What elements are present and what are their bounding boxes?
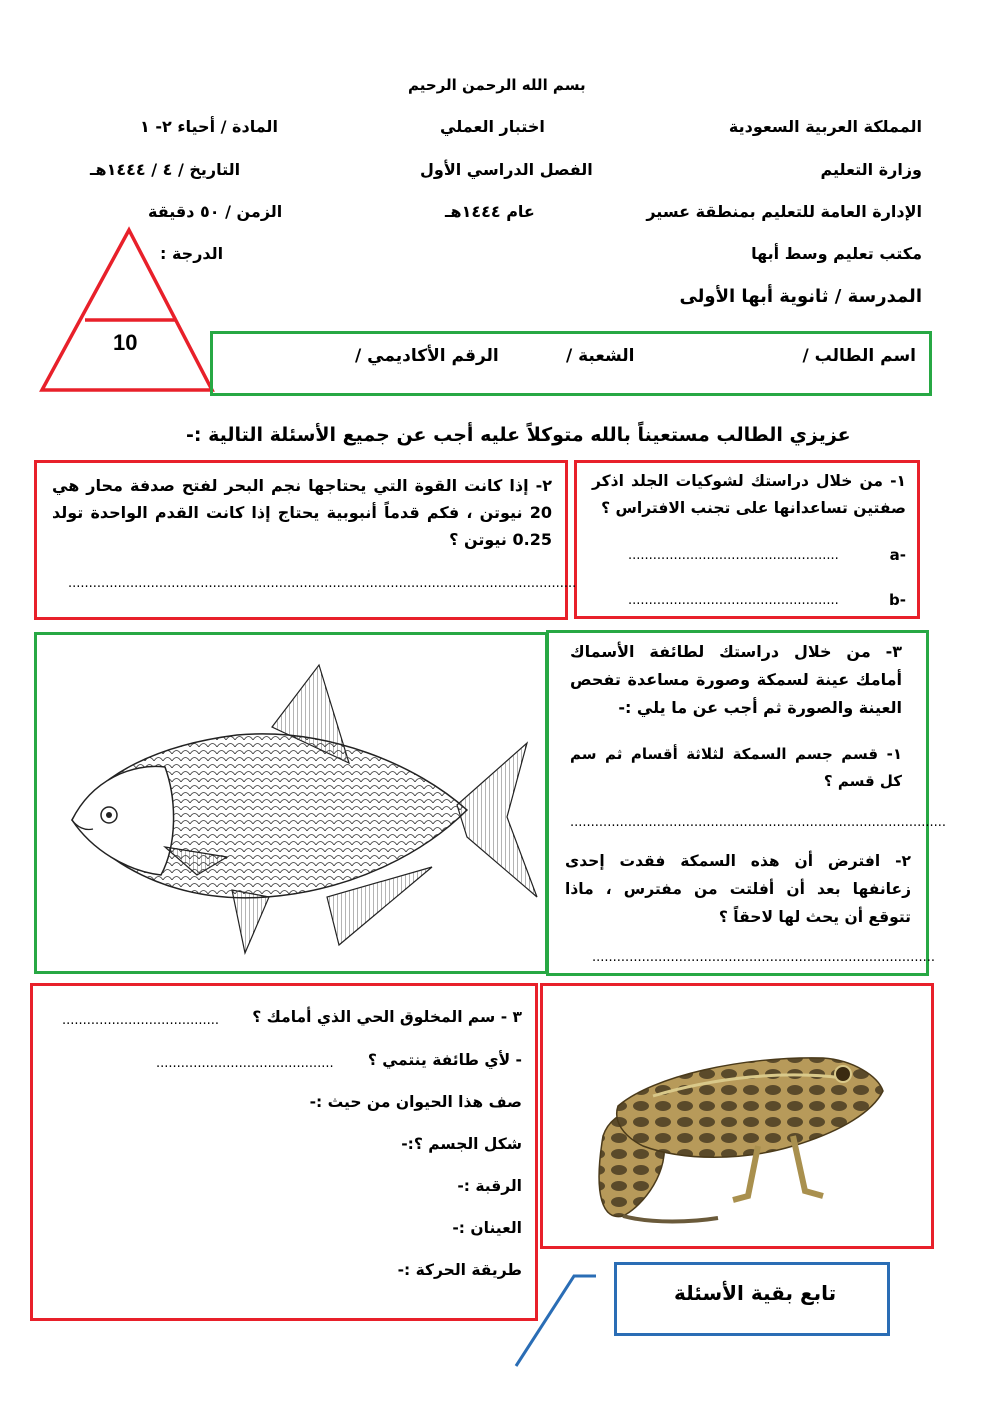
ministry-label: وزارة التعليم <box>820 160 922 179</box>
answer-a-label: -a <box>889 546 906 564</box>
exam-date: التاريخ / ٤ / ١٤٤٤هـ <box>90 160 241 179</box>
exam-time: الزمن / ٥٠ دقيقة <box>148 202 283 221</box>
office-label: مكتب تعليم وسط أبها <box>751 244 922 263</box>
exam-year: عام ١٤٤٤هـ <box>445 202 535 221</box>
basmala: بسم الله الرحمن الرحيم <box>408 76 586 94</box>
question-2-answer-field[interactable]: ........................................................................................................................... <box>68 576 577 591</box>
question-4-eyes: العينان :- <box>452 1219 522 1237</box>
question-4-line2: - لأي طائفة ينتمي ؟ <box>367 1051 522 1069</box>
exam-type: اختبار العملي <box>440 117 545 136</box>
frog-image-box <box>540 983 934 1249</box>
administration-label: الإدارة العامة للتعليم بمنطقة عسير <box>646 202 922 221</box>
question-4-neck: الرقبة :- <box>457 1177 522 1195</box>
question-3-sub1-field[interactable]: ........................................................................................... <box>570 815 947 830</box>
answer-b-field[interactable]: ................................................... <box>628 593 839 608</box>
grade-triangle <box>36 224 218 394</box>
fish-image-box <box>34 632 548 974</box>
question-3-sub2-field[interactable]: ................................................................................... <box>592 950 935 965</box>
question-3-sub1: ١- قسم جسم السمكة لثلاثة أقسام ثم سم كل قسم ؟ <box>570 745 902 790</box>
answer-a-field[interactable]: ................................................... <box>628 548 839 563</box>
section-label[interactable]: الشعبة / <box>566 346 635 366</box>
question-4-body-shape: شكل الجسم ؟:- <box>401 1135 522 1153</box>
question-2-text: ٢- إذا كانت القوة التي يحتاجها نجم البحر لفتح صدفة محار هي 20 نيوتن ، فكم قدماً أنبوبية يحتاج إذا كانت القدم الواحدة تولد 0.25 نيوتن ؟ <box>52 476 552 549</box>
semester: الفصل الدراسي الأول <box>420 160 593 179</box>
connector-line <box>508 1270 598 1370</box>
frog-illustration <box>543 986 931 1246</box>
kingdom-label: المملكة العربية السعودية <box>728 117 922 136</box>
question-4-movement: طريقة الحركة :- <box>397 1261 522 1279</box>
question-1-text: ١- من خلال دراستك لشوكيات الجلد اذكر صفتين تساعدانها على تجنب الافتراس ؟ <box>592 472 906 517</box>
question-4-line3: صف هذا الحيوان من حيث :- <box>309 1093 522 1111</box>
question-4-line1-field[interactable]: ...................................... <box>62 1013 220 1028</box>
subject: المادة / أحياء ٢- ١ <box>140 117 278 136</box>
grade-value: 10 <box>113 330 138 355</box>
fish-illustration <box>37 635 545 971</box>
grade-label: الدرجة : <box>160 244 224 263</box>
academic-number-label[interactable]: الرقم الأكاديمي / <box>355 346 499 366</box>
answer-b-label: -b <box>889 591 906 609</box>
question-3-sub2: ٢- افترض أن هذه السمكة فقدت إحدى زعانفها بعد أن أفلتت من مفترس ، ماذا تتوقع أن يحث لها لاحقاً ؟ <box>565 852 911 926</box>
student-name-label[interactable]: اسم الطالب / <box>802 346 916 366</box>
question-3-intro: ٣- من خلال دراستك لطائفة الأسماك أمامك عينة لسمكة وصورة مساعدة تفحص العينة والصورة ثم أجب عن ما يلي :- <box>570 642 902 717</box>
instructions: عزيزي الطالب مستعيناً بالله متوكلاً عليه أجب عن جميع الأسئلة التالية :- <box>186 424 851 446</box>
question-4-line1: ٣ - سم المخلوق الحي الذي أمامك ؟ <box>252 1008 522 1026</box>
question-4-line2-field[interactable]: ........................................... <box>156 1056 334 1071</box>
school-name: المدرسة / ثانوية أبها الأولى <box>679 286 922 307</box>
continue-label: تابع بقية الأسئلة <box>674 1281 837 1305</box>
